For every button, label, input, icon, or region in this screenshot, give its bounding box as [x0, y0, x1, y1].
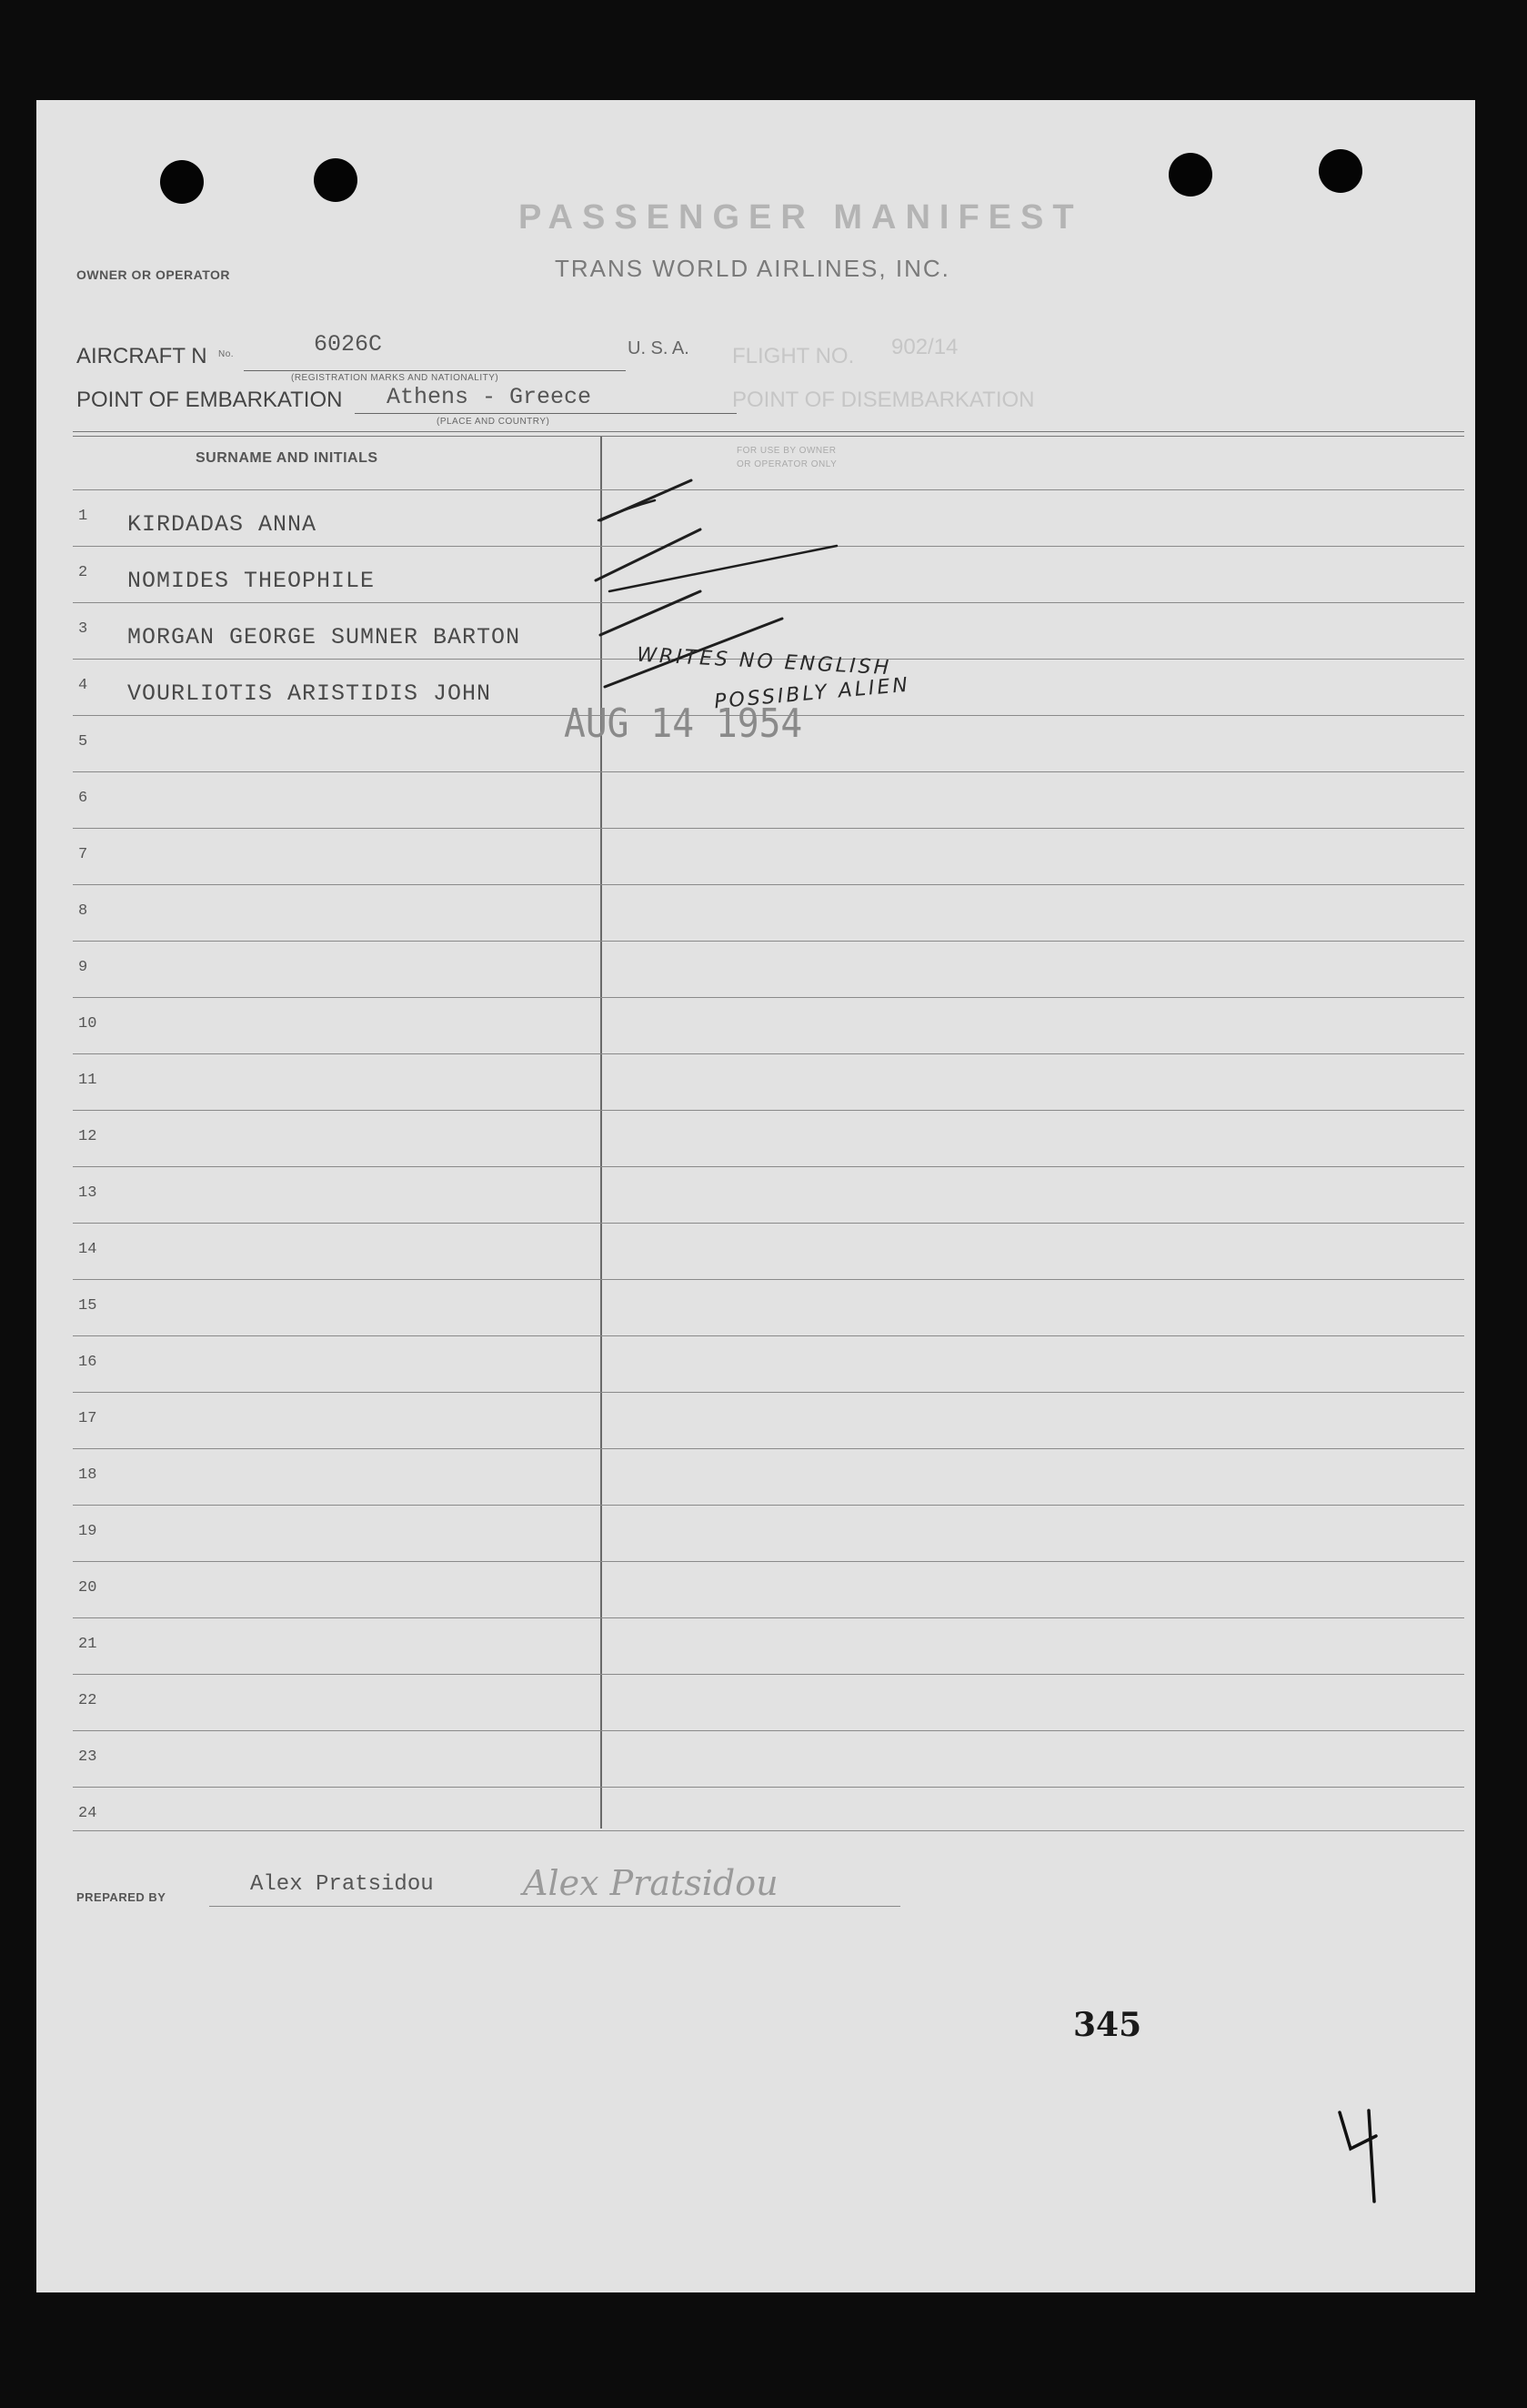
corner-mark [1332, 2101, 1387, 2211]
date-stamp: AUG 14 1954 [564, 700, 803, 747]
row-number: 11 [78, 1072, 97, 1089]
passenger-name: NOMIDES THEOPHILE [127, 568, 376, 594]
row-number: 4 [78, 677, 88, 694]
disembarkation-label: POINT OF DISEMBARKATION [732, 388, 1035, 412]
row-rule [73, 1053, 1464, 1054]
row-rule [73, 1392, 1464, 1393]
registration-note: (REGISTRATION MARKS AND NATIONALITY) [291, 373, 499, 383]
row-number: 2 [78, 564, 88, 581]
aircraft-no-label: No. [218, 349, 235, 359]
row-number: 13 [78, 1184, 97, 1202]
nationality-value: U. S. A. [628, 338, 689, 358]
row-rule [73, 1110, 1464, 1111]
check-mark [609, 546, 837, 591]
row-number: 5 [78, 733, 88, 751]
row-number: 18 [78, 1466, 97, 1484]
airline-name: TRANS WORLD AIRLINES, INC. [555, 255, 950, 282]
row-number: 16 [78, 1354, 97, 1371]
row-rule [73, 1730, 1464, 1731]
owner-label: OWNER OR OPERATOR [76, 267, 230, 282]
row-rule [73, 1223, 1464, 1224]
passenger-name: MORGAN GEORGE SUMNER BARTON [127, 624, 521, 650]
row-rule [73, 1505, 1464, 1506]
row-rule [73, 941, 1464, 942]
column-header-surname: SURNAME AND INITIALS [196, 450, 378, 466]
aircraft-value: 6026C [314, 331, 383, 358]
column-header-use-line1: FOR USE BY OWNER [737, 446, 837, 456]
manifest-sheet [36, 100, 1475, 2292]
row-number: 17 [78, 1410, 97, 1427]
row-number: 22 [78, 1692, 97, 1709]
row-number: 8 [78, 902, 88, 920]
row-rule [73, 828, 1464, 829]
row-rule [73, 1279, 1464, 1280]
row-number: 15 [78, 1297, 97, 1315]
row-rule [73, 1617, 1464, 1618]
flight-label: FLIGHT NO. [732, 344, 855, 368]
row-rule [73, 771, 1464, 772]
row-rule [73, 1335, 1464, 1336]
punch-hole [160, 160, 204, 204]
manifest-title: PASSENGER MANIFEST [518, 198, 1083, 237]
prepared-by-value: Alex Pratsidou [250, 1872, 434, 1897]
flight-value: 902/14 [891, 335, 959, 359]
prepared-by-label: PREPARED BY [76, 1890, 166, 1904]
passenger-name: VOURLIOTIS ARISTIDIS JOHN [127, 680, 492, 707]
row-rule [73, 1166, 1464, 1167]
row-number: 20 [78, 1579, 97, 1597]
row-number: 6 [78, 790, 88, 807]
handwritten-note-line2: POSSIBLY ALIEN [713, 673, 911, 714]
row-rule [73, 1674, 1464, 1675]
punch-hole [1319, 149, 1362, 193]
row-rule [73, 1561, 1464, 1562]
row-rule [73, 997, 1464, 998]
row-number: 1 [78, 508, 88, 525]
aircraft-label: AIRCRAFT N [76, 344, 207, 368]
signature: Alex Pratsidou [523, 1863, 779, 1903]
passenger-name: KIRDADAS ANNA [127, 511, 317, 538]
row-rule [73, 1448, 1464, 1449]
punch-hole [314, 158, 357, 202]
embarkation-value: Athens - Greece [387, 384, 592, 410]
column-header-use-line2: OR OPERATOR ONLY [737, 459, 838, 469]
punch-hole [1169, 153, 1212, 196]
row-number: 7 [78, 846, 88, 863]
row-number: 12 [78, 1128, 97, 1145]
table-top-rule [73, 431, 1464, 437]
embarkation-label: POINT OF EMBARKATION [76, 388, 343, 412]
handwritten-note-line1: WRITES NO ENGLISH [636, 643, 892, 680]
page-number: 345 [1073, 2006, 1142, 2044]
row-number: 10 [78, 1015, 97, 1033]
check-mark [600, 591, 700, 635]
row-number: 3 [78, 620, 88, 638]
row-rule [73, 1787, 1464, 1788]
aircraft-underline [244, 370, 626, 371]
row-number: 14 [78, 1241, 97, 1258]
embarkation-underline [355, 413, 737, 414]
row-rule [73, 884, 1464, 885]
place-note: (PLACE AND COUNTRY) [437, 417, 550, 427]
row-number: 21 [78, 1636, 97, 1653]
row-number: 19 [78, 1523, 97, 1540]
check-mark [596, 529, 700, 580]
row-number: 24 [78, 1805, 97, 1822]
row-rule [73, 1830, 1464, 1831]
prepared-by-underline [209, 1906, 900, 1907]
row-number: 23 [78, 1748, 97, 1766]
row-number: 9 [78, 959, 88, 976]
check-mark [598, 500, 655, 520]
